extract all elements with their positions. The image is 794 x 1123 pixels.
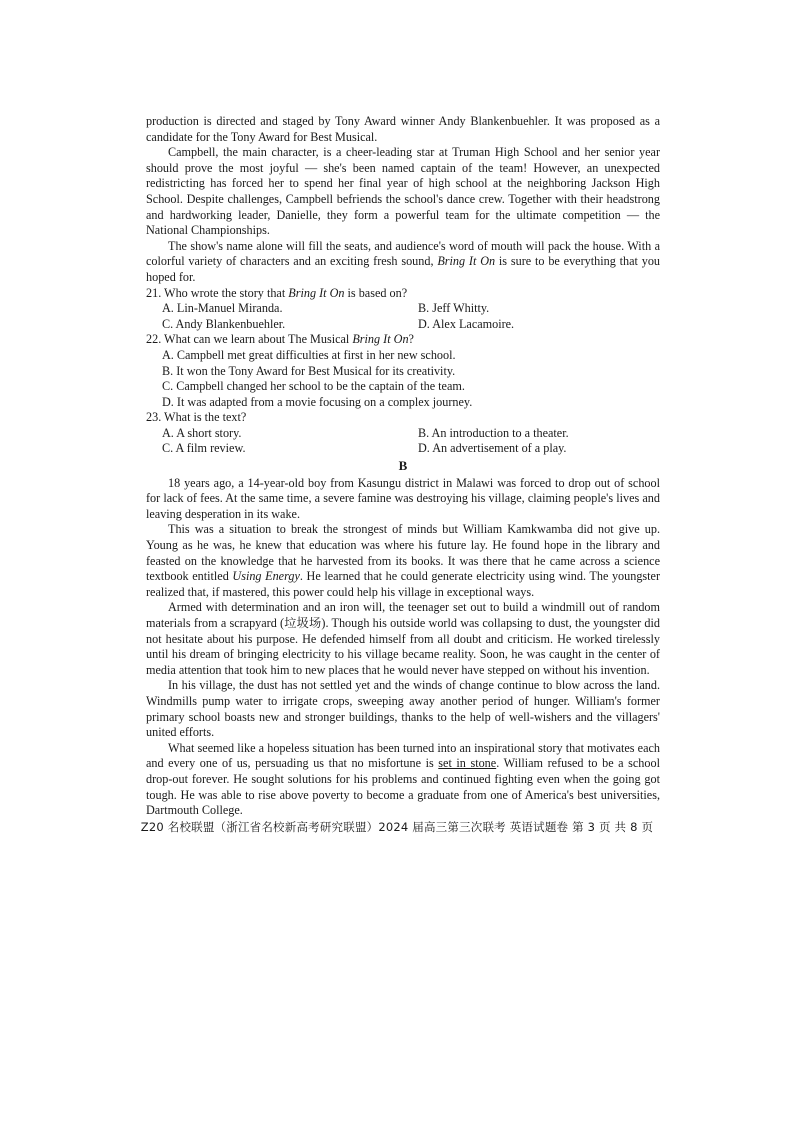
paragraph-text: The show's name alone will fill the seats, and audience's word of mouth will pack the house. With a colorful variety of characters and an exciting fresh sound, [146,238,660,269]
passage-b-paragraph-3: Armed with determination and an iron will, the teenager set out to build a windmill out of random materials from a scrapyard (垃圾场). Though his outside world was collapsing to dust, the youngster did not hesitate about his purpose. He defended himself from all doubt and criticism. He worked tirelessly until his dream of bringing electricity to his village became reality. Soon, he was caught in the center of media attention that took him to new places that he would never have stepped on without his invention. [146,600,660,677]
question-22-stem [146,332,660,348]
option-a[interactable]: A. A short story. [162,425,242,440]
question-21-stem [146,286,660,302]
question-text: 21. Who wrote the story that [146,285,289,300]
passage-a-paragraph-3 [146,239,660,286]
section-b-heading: B [398,458,408,474]
option-c[interactable]: C. Andy Blankenbuehler. [162,316,286,331]
passage-b-paragraph-4: In his village, the dust has not settled yet and the winds of change continue to blow across the land. Windmills pump water to irrigate crops, sweeping away another period of hunger. William's former primary school boasts new and stronger buildings, thanks to the help of well-wishers and the villagers' united efforts. [146,678,660,740]
paragraph-text: This was a situation to break the strongest of minds but William Kamkwamba did not give up. Young as he was, he knew that education was where his future lay. He found hope in the library and feasted on the knowledge that he harvested from its books. It was there that he came across a science textbook entitled [146,522,660,584]
paragraph-text: What seemed like a hopeless situation has been turned into an inspirational story that motivates each and every one of us, persuading us that no misfortune is [146,740,660,771]
passage-b-paragraph-5 [146,741,660,819]
passage-body [146,114,660,819]
passage-b-paragraph-2 [146,522,660,600]
question-italic-title: Bring It On [352,332,409,347]
question-23-stem [146,410,660,426]
question-23-options [146,426,660,457]
question-italic-title: Bring It On [288,285,345,300]
option-d[interactable]: D. Alex Lacamoire. [418,316,515,331]
passage-a-paragraph-2: Campbell, the main character, is a cheer-leading star at Truman High School and her senior year should prove the most joyful — she's been named captain of the team! However, an unexpected redistricting has forced her to spend her final year of high school at the neighboring Jackson High School. Despite challenges, Campbell befriends the school's dance crew. Together with their headstrong and hardworking leader, Danielle, they form a powerful team for the ultimate competition — the National Championships. [146,145,660,238]
option-a[interactable]: A. Lin-Manuel Miranda. [162,301,283,316]
question-text: ? [408,332,414,347]
musical-title: Bring It On [437,254,496,269]
option-c[interactable]: C. A film review. [162,441,246,456]
underlined-phrase: set in stone [438,756,497,771]
option-b[interactable]: B. Jeff Whitty. [418,301,490,316]
paragraph-text: . William refused to be a school drop-out forever. He sought solutions for his problems and continued fighting even when the going got tough. He was able to rise above poverty to become a graduate from one of America's best universities, Dartmouth College. [146,756,660,818]
option-d[interactable]: D. An advertisement of a play. [418,441,567,456]
option-a[interactable]: A. Campbell met great difficulties at first in her new school. [162,347,456,362]
option-c[interactable]: C. Campbell changed her school to be the captain of the team. [162,379,465,394]
question-text: 22. What can we learn about The Musical [146,332,353,347]
textbook-title: Using Energy [232,569,300,584]
option-b[interactable]: B. An introduction to a theater. [418,425,569,440]
option-d[interactable]: D. It was adapted from a movie focusing on a complex journey. [162,394,473,409]
question-22-options [146,348,660,410]
paragraph-text: . He learned that he could generate electricity using wind. The youngster realized that, if mastered, this power could help his village in exceptional ways. [146,569,661,599]
option-b[interactable]: B. It won the Tony Award for Best Musical for its creativity. [162,363,456,378]
question-text: is based on? [344,285,408,300]
passage-a-paragraph-1: production is directed and staged by Tony Award winner Andy Blankenbuehler. It was proposed as a candidate for the Tony Award for Best Musical. [146,114,660,144]
question-21-options [146,301,660,332]
question-text: 23. What is the text? [146,410,247,425]
passage-b-paragraph-1: 18 years ago, a 14-year-old boy from Kasungu district in Malawi was forced to drop out of school for lack of fees. At the same time, a severe famine was destroying his village, claiming people's lives and leaving desperation in its wake. [146,475,660,521]
page-footer: Z20 名校联盟（浙江省名校新高考研究联盟）2024 届高三第三次联考 英语试题卷 第 3 页 共 8 页 [140,820,654,834]
paragraph-text: is sure to be everything that you hoped for. [146,254,661,284]
